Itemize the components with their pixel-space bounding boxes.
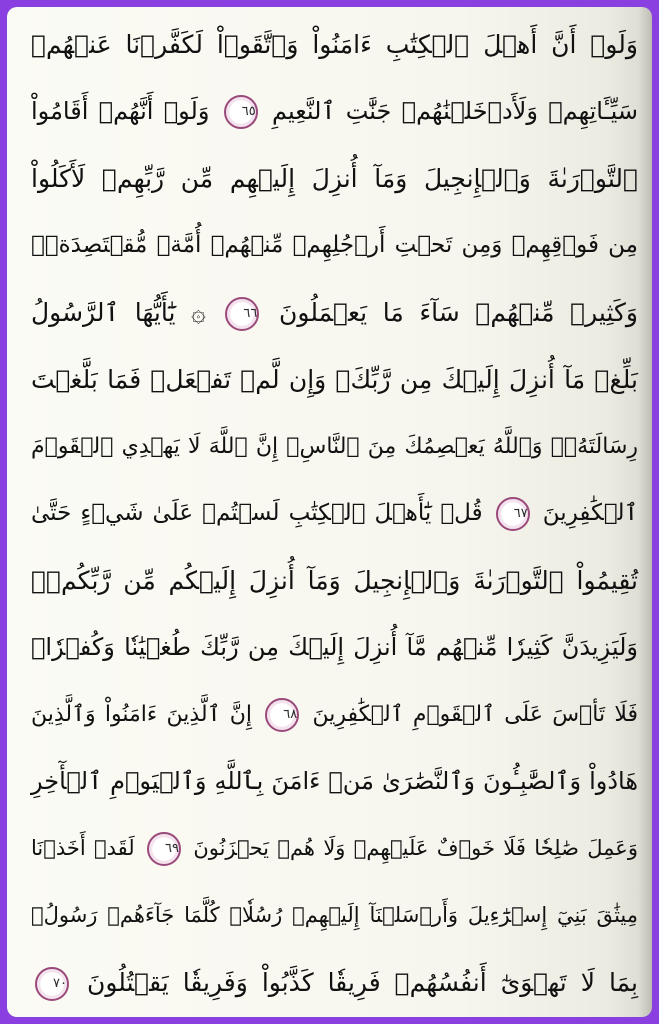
verse-line [7, 480, 652, 547]
verse-text: سَيِّـَٔاتِهِمۡ وَلَأَدۡخَلۡنَٰهُمۡ جَنَّٰتِ ٱلنَّعِيمِ [272, 97, 639, 125]
verse-text: لَقَدۡ أَخَذۡنَا [31, 836, 135, 860]
verse-text: مِن فَوۡقِهِمۡ وَمِن تَحۡتِ أَرۡجُلِهِمۚ مِّنۡهُمۡ أُمَّةٞ مُّقۡتَصِدَةٞۖ [31, 232, 638, 258]
verse-line [7, 815, 652, 882]
verse-text: مِيثَٰقَ بَنِيٓ إِسۡرَٰٓءِيلَ وَأَرۡسَلۡنَآ إِلَيۡهِمۡ رُسُلٗاۖ كُلَّمَا جَآءَهُمۡ رَسُولُۢ [31, 903, 638, 927]
ayah-number-marker[interactable]: ٦٥ [224, 95, 258, 129]
verse-line [7, 949, 652, 1016]
verse-text: ٱلتَّوۡرَىٰةَ وَٱلۡإِنجِيلَ وَمَآ أُنزِلَ إِلَيۡهِم مِّن رَّبِّهِمۡ لَأَكَلُواْ [31, 164, 638, 193]
verse-text: بِمَا لَا تَهۡوَىٰٓ أَنفُسُهُمۡ فَرِيقٗا كَذَّبُواْ وَفَرِيقٗا يَقۡتُلُونَ [87, 968, 638, 997]
verse-lines [7, 11, 652, 1016]
verse-text: فَلَا تَأۡسَ عَلَى ٱلۡقَوۡمِ ٱلۡكَٰفِرِينَ [312, 702, 638, 727]
ayah-number-marker[interactable]: ٦٩ [147, 832, 181, 866]
verse-line [7, 145, 652, 212]
verse-text: وَلَوۡ أَنَّهُمۡ أَقَامُواْ [31, 97, 210, 125]
verse-text: وَكَثِيرٞ مِّنۡهُمۡ سَآءَ مَا يَعۡمَلُونَ [279, 298, 638, 327]
ayah-number-marker[interactable]: ٦٨ [265, 698, 299, 732]
ayah-number-marker[interactable]: ٧٠ [35, 967, 69, 1001]
verse-line [7, 614, 652, 681]
ayah-number-marker[interactable]: ٦٧ [496, 497, 530, 531]
verse-text: ۞ يَٰٓأَيُّهَا ٱلرَّسُولُ [31, 298, 206, 327]
verse-text: إِنَّ ٱلَّذِينَ ءَامَنُواْ وَٱلَّذِينَ [31, 702, 253, 727]
verse-line [7, 413, 652, 480]
verse-text: تُقِيمُواْ ٱلتَّوۡرَىٰةَ وَٱلۡإِنجِيلَ وَمَآ أُنزِلَ إِلَيۡكُم مِّن رَّبِّكُمۡۗ [31, 566, 638, 595]
ayah-number-marker[interactable]: ٦٦ [225, 297, 259, 331]
verse-line [7, 78, 652, 145]
verse-line [7, 279, 652, 346]
verse-line [7, 346, 652, 413]
verse-text: بَلِّغۡ مَآ أُنزِلَ إِلَيۡكَ مِن رَّبِّكَۖ وَإِن لَّمۡ تَفۡعَلۡ فَمَا بَلَّغۡتَ [31, 365, 638, 394]
verse-text: قُلۡ يَٰٓأَهۡلَ ٱلۡكِتَٰبِ لَسۡتُمۡ عَلَىٰ شَيۡءٍ حَتَّىٰ [31, 500, 483, 526]
verse-line [7, 547, 652, 614]
verse-text: وَعَمِلَ صَٰلِحٗا فَلَا خَوۡفٌ عَلَيۡهِمۡ وَلَا هُمۡ يَحۡزَنُونَ [193, 836, 638, 860]
verse-text: ٱلۡكَٰفِرِينَ [542, 500, 639, 526]
verse-text: رِسَالَتَهُۥۚ وَٱللَّهُ يَعۡصِمُكَ مِنَ ٱلنَّاسِۗ إِنَّ ٱللَّهَ لَا يَهۡدِي ٱلۡقَوۡمَ [31, 434, 638, 459]
verse-line [7, 11, 652, 78]
verse-text: وَلَوۡ أَنَّ أَهۡلَ ٱلۡكِتَٰبِ ءَامَنُواْ وَٱتَّقَوۡاْ لَكَفَّرۡنَا عَنۡهُمۡ [31, 30, 638, 59]
verse-line [7, 748, 652, 815]
mushaf-page[interactable] [7, 7, 652, 1017]
verse-text: وَلَيَزِيدَنَّ كَثِيرٗا مِّنۡهُم مَّآ أُنزِلَ إِلَيۡكَ مِن رَّبِّكَ طُغۡيَٰنٗا وَكُفۡرٗاۖ [31, 633, 638, 661]
verse-line [7, 681, 652, 748]
verse-line [7, 882, 652, 949]
verse-text: هَادُواْ وَٱلصَّٰبِـُٔونَ وَٱلنَّصَٰرَىٰ مَنۡ ءَامَنَ بِٱللَّهِ وَٱلۡيَوۡمِ ٱلۡأٓخِرِ [31, 767, 638, 795]
verse-line [7, 212, 652, 279]
